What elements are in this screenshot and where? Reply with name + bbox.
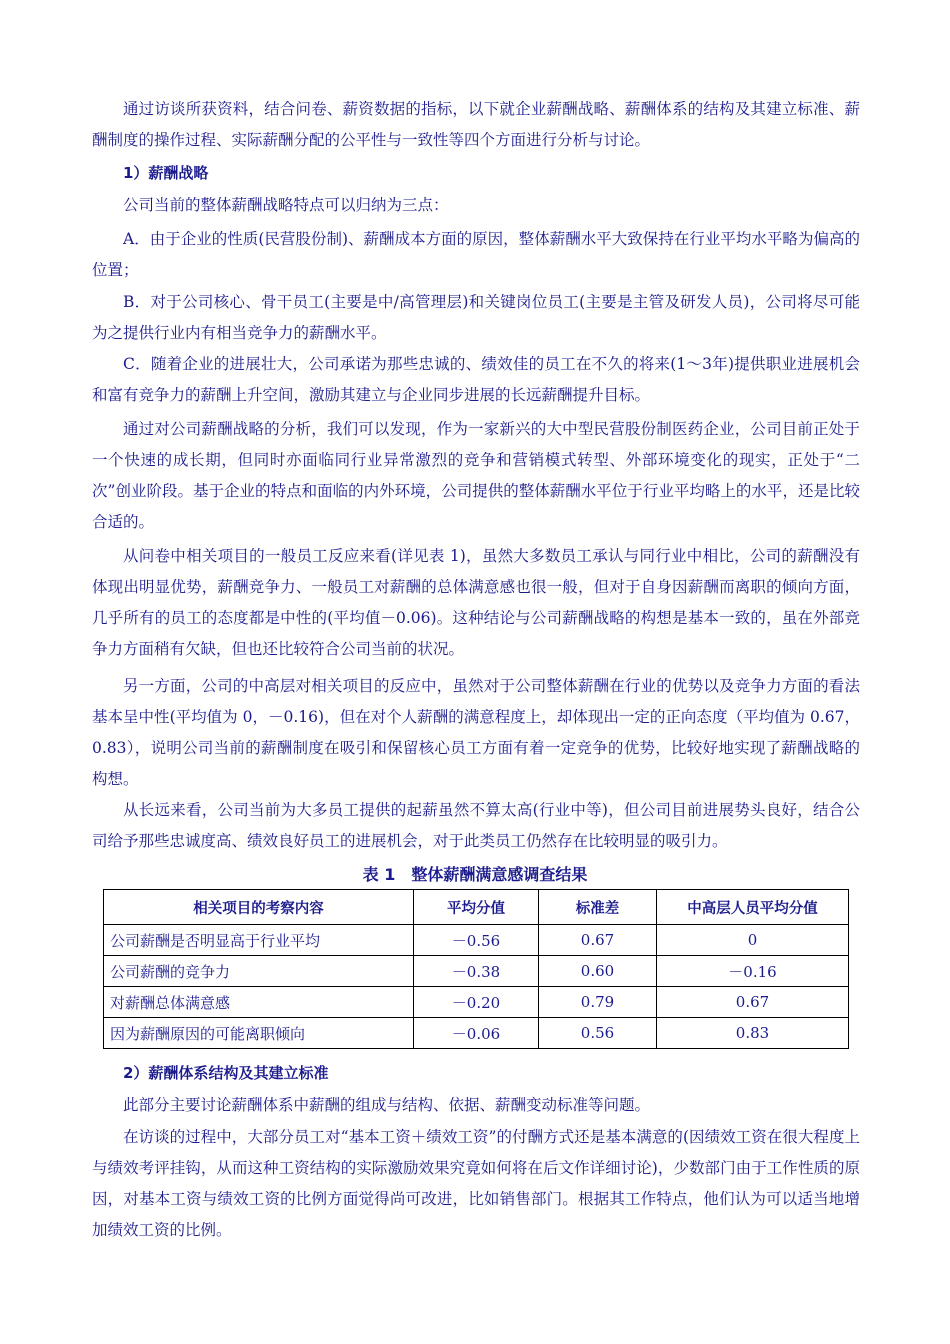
table-header-row [104,890,849,925]
table-cell: 公司薪酬是否明显高于行业平均 [104,925,414,956]
interview-findings-paragraph: 在访谈的过程中，大部分员工对“基本工资＋绩效工资”的付酬方式还是基本满意的(因绩效工资在很大程度上与绩效考评挂钩，从而这种工资结构的实际激励效果究竟如何将在后文作详细讨论)，少数部门由于工作性质的原因，对基本工资与绩效工资的比例方面觉得尚可改进，比如销售部门。根据其工作特点，他们认为可以适当地增加绩效工资的比例。 [92,1128,860,1239]
table-header-cell: 平均分值 [414,890,539,925]
table-cell: －0.06 [414,1018,539,1049]
table-cell: 0.67 [657,987,849,1018]
table-cell: 0 [657,925,849,956]
table-cell: －0.38 [414,956,539,987]
strategy-point-a: A．由于企业的性质(民营股份制)、薪酬成本方面的原因，整体薪酬水平大致保持在行业平均水平略为偏高的位置； [92,230,860,279]
structure-intro-paragraph: 此部分主要讨论薪酬体系中薪酬的组成与结构、依据、薪酬变动标准等问题。 [123,1096,651,1114]
table-cell: 0.56 [539,1018,657,1049]
long-term-paragraph: 从长远来看，公司当前为大多员工提供的起薪虽然不算太高(行业中等)，但公司目前进展势头良好，结合公司给予那些忠诚度高、绩效良好员工的进展机会，对于此类员工仍然存在比较明显的吸引力。 [92,801,860,850]
table-cell: －0.16 [657,956,849,987]
table-row [104,987,849,1018]
section-2-heading: 2）薪酬体系结构及其建立标准 [123,1064,329,1082]
section-1-heading: 1）薪酬战略 [123,164,209,182]
table-caption: 表 1 整体薪酬满意感调查结果 [362,865,588,884]
table-cell: 0.60 [539,956,657,987]
employee-response-paragraph: 从问卷中相关项目的一般员工反应来看(详见表 1)，虽然大多数员工承认与同行业中相比，公司的薪酬没有体现出明显优势，薪酬竞争力、一般员工对薪酬的总体满意感也很一般，但对于自身因薪酬而离职的倾向方面，几乎所有的员工的态度都是中性的(平均值－0.06)。这种结论与公司薪酬战略的构想是基本一致的，虽在外部竞争力方面稍有欠缺，但也还比较符合公司当前的状况。 [92,547,860,658]
table-header-cell: 中高层人员平均分值 [657,890,849,925]
table-cell: －0.20 [414,987,539,1018]
table-cell: 0.67 [539,925,657,956]
table-cell: 对薪酬总体满意感 [104,987,414,1018]
table-cell: 0.83 [657,1018,849,1049]
table-row [104,925,849,956]
table-cell: 因为薪酬原因的可能离职倾向 [104,1018,414,1049]
strategy-summary-paragraph: 公司当前的整体薪酬战略特点可以归纳为三点： [123,196,449,214]
strategy-analysis-paragraph: 通过对公司薪酬战略的分析，我们可以发现，作为一家新兴的大中型民营股份制医药企业，公司目前正处于一个快速的成长期，但同时亦面临同行业异常激烈的竞争和营销模式转型、外部环境变化的现实，正处于“二次”创业阶段。基于企业的特点和面临的内外环境，公司提供的整体薪酬水平位于行业平均略上的水平，还是比较合适的。 [92,420,860,531]
intro-paragraph: 通过访谈所获资料，结合问卷、薪资数据的指标，以下就企业薪酬战略、薪酬体系的结构及其建立标准、薪酬制度的操作过程、实际薪酬分配的公平性与一致性等四个方面进行分析与讨论。 [92,100,860,149]
table-cell: 0.79 [539,987,657,1018]
table-row [104,956,849,987]
satisfaction-table [103,889,849,1049]
table-row [104,1018,849,1049]
table-header-cell: 相关项目的考察内容 [104,890,414,925]
table-cell: 公司薪酬的竞争力 [104,956,414,987]
table-cell: －0.56 [414,925,539,956]
table-header-cell: 标准差 [539,890,657,925]
management-response-paragraph: 另一方面，公司的中高层对相关项目的反应中，虽然对于公司整体薪酬在行业的优势以及竞争力方面的看法基本呈中性(平均值为 0，－0.16)，但在对个人薪酬的满意程度上，却体现出一定的正向态度（平均值为 0.67，0.83），说明公司当前的薪酬制度在吸引和保留核心员工方面有着一定竞争的优势，比较好地实现了薪酬战略的构想。 [92,677,860,788]
strategy-point-b: B．对于公司核心、骨干员工(主要是中/高管理层)和关键岗位员工(主要是主管及研发人员)，公司将尽可能为之提供行业内有相当竞争力的薪酬水平。 [92,293,860,342]
strategy-point-c: C．随着企业的进展壮大，公司承诺为那些忠诚的、绩效佳的员工在不久的将来(1～3年)提供职业进展机会和富有竞争力的薪酬上升空间，激励其建立与企业同步进展的长远薪酬提升目标。 [92,355,860,404]
